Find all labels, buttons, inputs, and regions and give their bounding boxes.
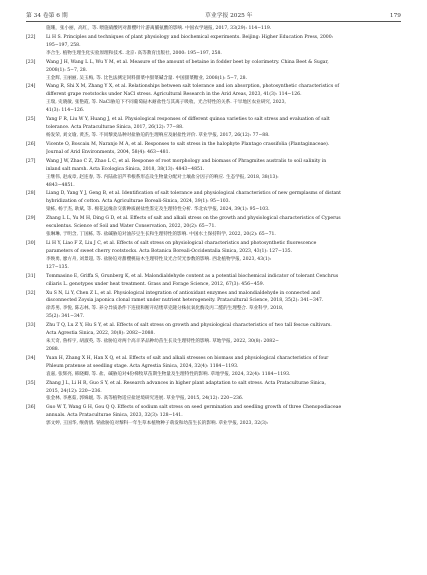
reference-entry: [26, 322, 401, 354]
reference-text: [46, 380, 401, 404]
reference-line: Wang J W, Zhao C Z, Zhao L C, et al. Response of root morphology and biomass of Phragmites australis to soil salinity in: [46, 158, 327, 164]
reference-text: [46, 141, 401, 157]
reference-line: 127−135.: [46, 264, 69, 270]
reference-entry: [26, 290, 401, 322]
reference-line: Li H S. Principles and techniques of plant physiology and biochemical experiments. Beijing: Higher Education Press, 2000:: [46, 34, 334, 40]
reference-number: [22]: [26, 34, 36, 40]
reference-line: inland salt marsh. Acta Ecologica Sinica, 2018, 38(13): 4843−4851.: [46, 166, 205, 172]
reference-line: 41(3): 114−126.: [46, 108, 85, 114]
reference-line: Li H Y, Liao F Z, Liu J C, et al. Effects of salt stress on physiological characteristics and photosynthetic fluorescence: [46, 240, 317, 246]
reference-number: [26]: [26, 141, 36, 147]
reference-line: 杨发荣, 刘文瑜, 黄杰, 等. 不同藜麦品种对盐胁迫的生理响应及耐盐性评价. 草业学报, 2017, 26(12): 77−88.: [46, 132, 270, 138]
journal-title: 草业学报 2025 年: [205, 13, 253, 19]
reference-entry: [26, 240, 401, 272]
reference-continuation: 施珊，张小丽，高红，等. 喂施硝酸钙对甜樱叶片游离脯氨酸的影响. 中国农学通报, 2017, 33(29): 114−119.: [46, 26, 272, 31]
reference-text: [46, 83, 401, 115]
reference-text: [46, 34, 401, 58]
reference-entry: [26, 190, 401, 214]
reference-number: [36]: [26, 405, 36, 411]
reference-line: 张琳琳, 于明含, 丁国栋, 等. 盐碱胁迫对油莎豆生长和生理特性的影响. 中国水土保持科学, 2022, 20(2): 65−71.: [46, 232, 276, 238]
reference-line: Guo W T, Wang G H, Gou Q Q. Effects of sodium salt stress on seed germination and seedling growth of three Chenopodiaceae: [46, 405, 342, 411]
reference-line: 王瑞, 史晓敏, 张艳霞, 等. NaCl胁迫下不同葡萄砧木耐盐性与其离子吸收、光合特性的关系. 干旱地区农业研究, 2023,: [46, 100, 286, 106]
reference-line: tolerance. Acta Prataculturae Sinica, 2017, 26(12): 77−88.: [46, 125, 184, 131]
reference-line: 朱天奇, 鲁梓宇, 胡淑英, 等. 盐胁迫对两个高羊茅品种幼苗生长及生理特性的影响. 草地学报, 2022, 30(8): 2082−: [46, 339, 280, 344]
reference-line: 王继伟, 赵成章, 赵连春, 等. 内陆盐沼芦苇根系形态及生物量分配对土壤盐分因子的响应. 生态学报, 2018, 38(13):: [46, 174, 279, 180]
reference-line: Zhu T Q, Lu Z Y, Hu S Y, et al. Effects of salt stress on growth and physiological characteristics of two tall fescue cultivars.: [46, 323, 332, 329]
reference-entry: [26, 59, 401, 83]
reference-line: Phleum pratense at seedling stage. Acta Agrestia Sinica, 2024, 32(4): 1184−1193.: [46, 363, 239, 369]
reference-line: Journal of Arid Environments, 2004, 58(4): 463−481.: [46, 149, 170, 155]
reference-entry: [26, 116, 401, 140]
reference-entry: [26, 215, 401, 239]
reference-line: 李焕勇, 廖方舟, 刘景超, 等. 盐胁迫对甜樱桃砧木生理特性及光合荧光参数的影响. 西北植物学报, 2023, 43(1):: [46, 256, 272, 262]
reference-line: ciliaris L. genotypes under heat treatment. Grass and Forage Science, 2012, 67(3): 456−459.: [46, 281, 265, 287]
reference-text: [46, 322, 401, 354]
reference-text: [46, 190, 401, 214]
reference-line: Yang F R, Liu W Y, Huang J, et al. Physiological responses of different quinoa varieties to salt stress and evaluation of salt: [46, 117, 330, 123]
reference-line: parameters of sweet cherry rootstocks. Acta Botanica Boreali-Occidentalia Sinica, 2023, 43(1): 127−135.: [46, 248, 293, 254]
reference-line: 梁栋, 杨于杰, 耿斌, 等. 棉花远缘杂交新种质耐盐性鉴定及生理特性分析. 华北农学报, 2024, 39(1): 95−103.: [46, 207, 270, 213]
reference-line: Tommasino E, Griffa S, Grunberg K, et al. Malondialdehyde content as a potential biochemical indicator of tolerant Cenchrus: [46, 273, 339, 279]
reference-number: [28]: [26, 191, 36, 197]
reference-line: Xu S N, Li Y, Chen Z L, et al. Physiological integration of antioxidant enzymes and malondialdehyde in connected and: [46, 290, 320, 296]
reference-number: [34]: [26, 355, 36, 361]
reference-line: 2088.: [46, 346, 60, 352]
header-divider: [26, 21, 401, 22]
reference-number: [29]: [26, 216, 36, 222]
reference-line: Liang D, Yang Y J, Geng B, et al. Identification of salt tolerance and physiological characteristics of new germplasms of distant: [46, 191, 341, 197]
reference-entry: [26, 34, 401, 58]
reference-number: [27]: [26, 158, 36, 164]
reference-number: [35]: [26, 380, 36, 386]
reference-entry: [26, 158, 401, 190]
reference-number: [33]: [26, 323, 36, 329]
reference-list: [26, 34, 401, 428]
reference-text: [46, 355, 401, 379]
reference-text: [46, 404, 401, 428]
reference-line: 2015, 24(12): 220−236.: [46, 388, 102, 394]
reference-line: different grape rootstocks under NaCl stress. Agricultural Research in the Arid Areas, 2023, 41(3): 114−126.: [46, 92, 302, 98]
reference-number: [32]: [26, 290, 36, 296]
reference-line: hybridization of cotton. Acta Agriculturae Boreali-Sinica, 2024, 39(1): 95−103.: [46, 199, 231, 205]
reference-entry: [26, 141, 401, 157]
reference-text: [46, 290, 401, 322]
reference-text: [46, 116, 401, 140]
reference-line: Wang R, Shi X M, Zhang Y X, et al. Relationships between salt tolerance and ion absorption, photosynthetic characteristics of: [46, 84, 340, 90]
reference-line: Acta Agrestia Sinica, 2022, 30(8): 2082−2088.: [46, 331, 155, 337]
reference-entry: [26, 404, 401, 428]
page-header: [26, 9, 401, 19]
reference-line: 徐苏男, 李悦, 陈志林, 等. 养分异质条件下连接和断开结缕草克隆分株抗氧化酶及丙二醛的生理整合. 草业科学, 2018,: [46, 306, 284, 312]
reference-number: [30]: [26, 240, 36, 246]
reference-line: 张金林, 李惠茹, 郭姝媛, 等. 高等植物适应盐逆境研究进展. 草业学报, 2015, 24(12): 220−236.: [46, 396, 244, 402]
reference-line: 郭文婷, 王国华, 缑倩倩. 钠盐胁迫对藜科一年生草本植物种子萌发和幼苗生长的影响. 草业学报, 2023, 32(3):: [46, 421, 269, 427]
reference-text: [46, 59, 401, 83]
journal-volume: 第 34 卷第 6 期: [26, 13, 68, 19]
reference-line: Vicente O, Boscaiu M, Naranjo M Á, et al. Responses to salt stress in the halophyte Plantago crassifolia (Plantaginaceae).: [46, 141, 330, 147]
reference-line: Zhang J L, Li H R, Guo S Y, et al. Research advances in higher plant adaptation to salt stress. Acta Prataculturae Sinica,: [46, 380, 327, 386]
reference-number: [25]: [26, 117, 36, 123]
reference-line: 2008(1): 5−7, 28.: [46, 67, 88, 73]
reference-number: [24]: [26, 84, 36, 90]
reference-entry: [26, 380, 401, 404]
page-number: 179: [389, 13, 401, 19]
reference-line: 35(2): 341−347.: [46, 314, 85, 320]
reference-line: 4843−4851.: [46, 182, 75, 188]
reference-line: 195−197, 258.: [46, 42, 81, 48]
reference-entry: [26, 83, 401, 115]
reference-line: annuals. Acta Prataculturae Sinica, 2023, 32(3): 128−141.: [46, 413, 183, 419]
reference-line: disconnected Zoysia japonica clonal ramet under nutrient heterogeneity. Pratacultural Science, 2018, 35(2): 341−347.: [46, 298, 324, 304]
reference-text: [46, 240, 401, 272]
reference-line: 袁嘉, 张辉亮, 韩晓卿, 等. 盐、碱胁迫对4份梯牧草苗期生物量及生理特性的影响. 草地学报, 2024, 32(4): 1184−1193.: [46, 371, 291, 377]
reference-line: Zhang L L, Yu M H, Ding G D, et al. Effects of salt and alkali stress on the growth and physiological characteristics of Cyperus: [46, 216, 341, 222]
reference-text: [46, 273, 401, 289]
reference-entry: [26, 273, 401, 289]
reference-number: [23]: [26, 59, 36, 65]
reference-text: [46, 158, 401, 190]
reference-line: 李合生. 植物生理生化实验原理和技术. 北京: 高等教育出版社, 2000: 195−197, 258.: [46, 50, 222, 56]
reference-line: 王金辉, 王丽丽, 吴玉梅, 等. 比色法测定饲料甜菜中甜菜碱含量. 中国甜菜糖业, 2008(1): 5−7, 28.: [46, 75, 248, 81]
reference-line: Yuan H, Zhang X H, Han X Q, et al. Effects of salt and alkali stresses on biomass and physiological characteristics of four: [46, 355, 329, 361]
reference-entry: [26, 355, 401, 379]
reference-line: esculentus. Science of Soil and Water Conservation, 2022, 20(2): 65−71.: [46, 224, 216, 230]
reference-number: [31]: [26, 273, 36, 279]
reference-line: Wang J H, Wang L L, Wu Y M, et al. Measure of the amount of betaine in fodder beet by colorimetry. China Beet & Sugar,: [46, 59, 329, 65]
reference-text: [46, 215, 401, 239]
